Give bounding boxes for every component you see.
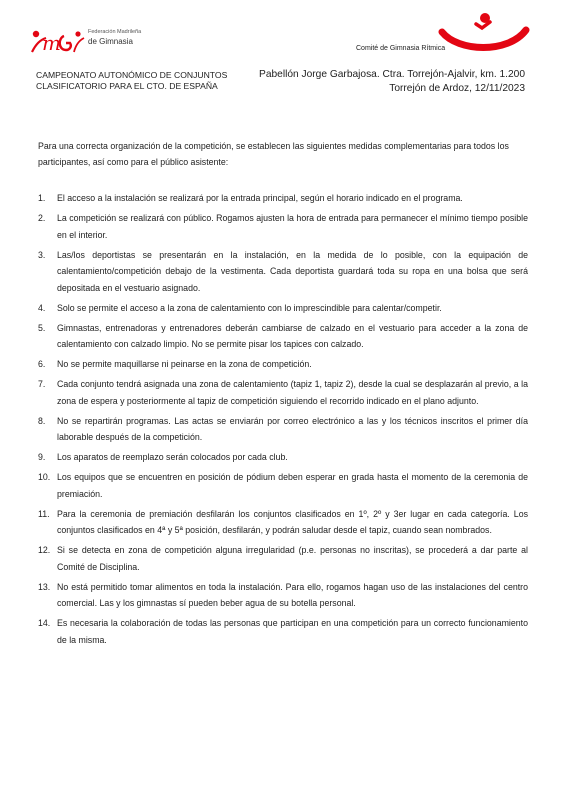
list-item bbox=[38, 449, 528, 466]
rule-number: 11. bbox=[38, 508, 50, 519]
list-item bbox=[38, 469, 528, 502]
list-item bbox=[38, 320, 528, 353]
federation-name: de Gimnasia bbox=[88, 37, 133, 46]
venue-line-2: Torrejón de Ardoz, 12/11/2023 bbox=[389, 83, 525, 94]
rule-number: 14. bbox=[38, 618, 51, 628]
championship-line-1: CAMPEONATO AUTONÓMICO DE CONJUNTOS bbox=[36, 70, 228, 80]
rule-number: 5. bbox=[38, 322, 46, 333]
rules-list bbox=[38, 190, 528, 652]
rule-number: 12. bbox=[38, 545, 51, 555]
rule-number: 3. bbox=[38, 249, 46, 260]
committee-name: Comité de Gimnasia Rítmica bbox=[356, 45, 446, 52]
intro-paragraph: Para una correcta organización de la competición, se establecen las siguientes medidas complementarias para todos los participantes, así como para el público asistente: bbox=[38, 141, 509, 167]
championship-line-2: CLASIFICATORIO PARA EL CTO. DE ESPAÑA bbox=[36, 81, 218, 91]
list-item bbox=[38, 506, 528, 539]
rule-text: No está permitido tomar alimentos en toda la instalación. Para ello, rogamos hagan uso de las instalaciones del centro comercial. Las y los gimnastas sí pueden beber agua de su botella personal. bbox=[57, 581, 528, 608]
rule-number: 2. bbox=[38, 213, 46, 223]
rule-number: 8. bbox=[38, 415, 46, 426]
rhythmic-gymnast-logo-icon bbox=[438, 10, 530, 54]
rule-number: 13. bbox=[38, 581, 51, 592]
rule-number: 7. bbox=[38, 379, 46, 389]
rule-text: Solo se permite el acceso a la zona de calentamiento con lo imprescindible para calentar/competir. bbox=[57, 302, 442, 313]
list-item bbox=[38, 376, 528, 409]
rule-text: Las/los deportistas se presentarán en la instalación, en la medida de lo posible, con la equipación de calentamiento/competición debajo de la vestimenta. Cada deportista guardará toda su ropa en una bolsa que será depositada en el vestuario asignado. bbox=[57, 249, 528, 293]
rhythmic-gymnastics-logo bbox=[438, 10, 530, 54]
list-item bbox=[38, 542, 528, 575]
list-item bbox=[38, 210, 528, 243]
rule-number: 6. bbox=[38, 359, 46, 369]
list-item bbox=[38, 356, 528, 373]
list-item bbox=[38, 300, 528, 317]
rule-number: 1. bbox=[38, 193, 46, 203]
list-item bbox=[38, 190, 528, 207]
list-item bbox=[38, 247, 528, 297]
venue-info bbox=[259, 68, 525, 96]
rule-text: No se permite maquillarse ni peinarse en la zona de competición. bbox=[57, 359, 312, 369]
championship-title bbox=[36, 70, 266, 92]
rule-text: No se repartirán programas. Las actas se enviarán por correo electrónico a las y los técnicos inscritos el primer día laborable después de la competición. bbox=[57, 415, 528, 442]
rule-number: 9. bbox=[38, 452, 46, 462]
rule-text: Si se detecta en zona de competición alguna irregularidad (p.e. personas no inscritas), se procederá a dar parte al Comité de Disciplina. bbox=[57, 545, 528, 572]
list-item bbox=[38, 615, 528, 648]
rule-text: La competición se realizará con público. Rogamos ajusten la hora de entrada para permanecer el mínimo tiempo posible en el interior. bbox=[57, 213, 528, 240]
rule-number: 4. bbox=[38, 302, 46, 313]
fmg-logo-icon bbox=[30, 26, 86, 58]
list-item bbox=[38, 413, 528, 446]
rule-number: 10. bbox=[38, 472, 51, 482]
rule-text: Los equipos que se encuentren en posición de pódium deben esperar en grada hasta el momento de la ceremonia de premiación. bbox=[57, 472, 528, 499]
svg-text:m: m bbox=[42, 31, 61, 55]
rule-text: Para la ceremonia de premiación desfilarán los conjuntos clasificados en 1º, 2º y 3er lugar en cada categoría. Los conjuntos clasificados en 4ª y 5ª posición, desfilarán, y podrán saludar desde el tapiz, cuando sean nombrados. bbox=[57, 508, 528, 535]
rule-text: Cada conjunto tendrá asignada una zona de calentamiento (tapiz 1, tapiz 2), desde la cual se desplazarán al previo, a la zona de espera y posteriormente al tapiz de competición siguiendo el recorrido indicado en el plano adjunto. bbox=[57, 379, 528, 406]
venue-line-1: Pabellón Jorge Garbajosa. Ctra. Torrejón-Ajalvir, km. 1.200 bbox=[259, 69, 525, 80]
rule-text: Los aparatos de reemplazo serán colocados por cada club. bbox=[57, 452, 288, 462]
rule-text: El acceso a la instalación se realizará por la entrada principal, según el horario indicado en el programa. bbox=[57, 193, 463, 203]
list-item bbox=[38, 579, 528, 612]
federation-small-text: Federación Madrileña bbox=[88, 29, 142, 35]
rule-text: Es necesaria la colaboración de todas las personas que participan en una competición para un correcto funcionamiento de la misma. bbox=[57, 618, 528, 645]
federation-logo bbox=[30, 26, 150, 58]
rule-text: Gimnastas, entrenadoras y entrenadores deberán cambiarse de calzado en el vestuario para acceder a la zona de calentamiento con calzado limpio. No se permite pisar los tapices con calzado. bbox=[57, 322, 528, 349]
